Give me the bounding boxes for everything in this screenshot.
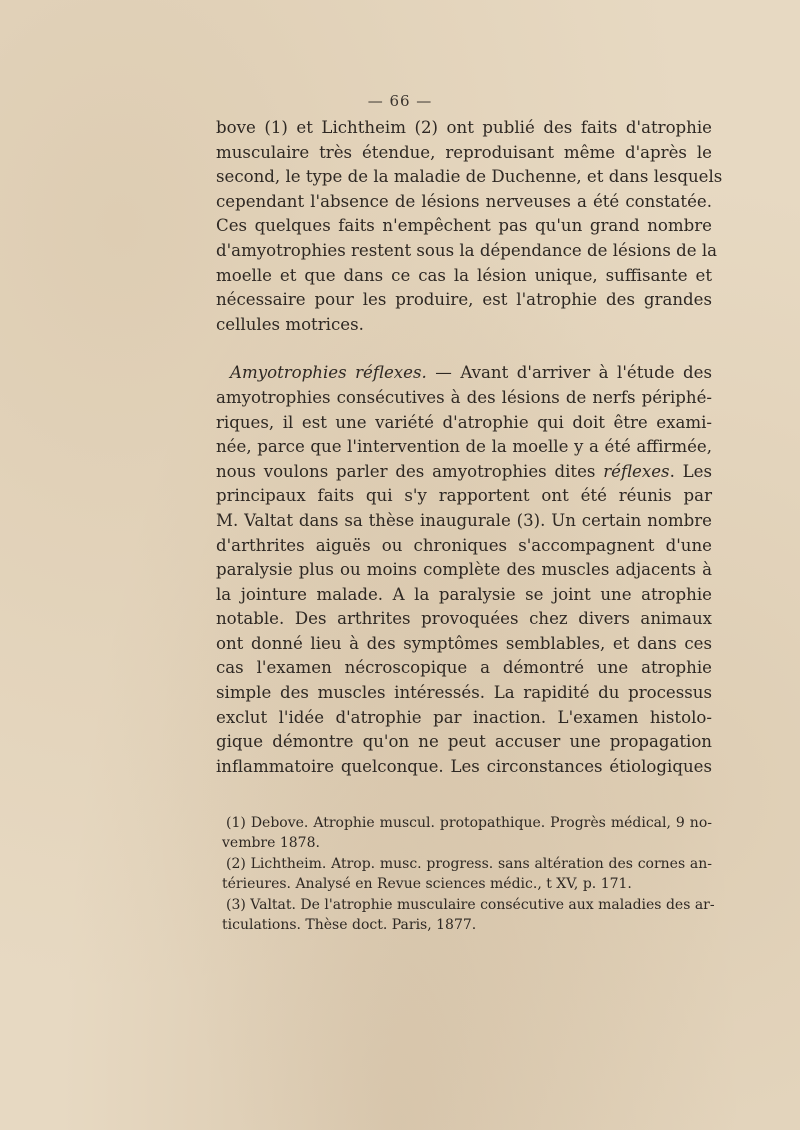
- footnote-line: (3) Valtat. De l'atrophie musculaire consécutive aux maladies des ar-: [226, 897, 715, 913]
- text-fragment: nous voulons parler des amyotrophies dites: [216, 461, 604, 481]
- text-line: [216, 361, 712, 386]
- text-line: exclut l'idée d'atrophie par inaction. L'examen histolo-: [216, 707, 712, 727]
- text-line: inflammatoire quelconque. Les circonstances étiologiques: [216, 756, 712, 776]
- text-line: [216, 460, 712, 485]
- heading-continuation: — Avant d'arriver à l'étude des: [426, 363, 713, 383]
- footnote-3: [222, 896, 715, 935]
- section-heading: Amyotrophies réflexes.: [230, 363, 427, 383]
- paragraph-1: [216, 116, 723, 337]
- text-line: notable. Des arthrites provoquées chez divers animaux: [216, 609, 712, 629]
- footnote-line: (2) Lichtheim. Atrop. musc. progress. sans altération des cornes an-: [226, 856, 712, 872]
- text-line: second, le type de la maladie de Duchenne, et dans lesquels: [216, 167, 723, 187]
- text-line: nécessaire pour les produire, est l'atrophie des grandes: [216, 290, 712, 310]
- text-line: cependant l'absence de lésions nerveuses a été constatée.: [216, 191, 712, 211]
- page-number: — 66 —: [367, 92, 433, 110]
- text-line: simple des muscles intéressés. La rapidité du processus: [216, 683, 712, 703]
- text-line: née, parce que l'intervention de la moelle y a été affirmée,: [216, 437, 712, 457]
- text-line: cellules motrices.: [216, 314, 364, 334]
- footnote-line: térieures. Analysé en Revue sciences médic., t XV, p. 171.: [222, 875, 632, 892]
- text-line: la jointure malade. A la paralysie se joint une atrophie: [216, 584, 712, 604]
- italic-term: réflexes: [603, 461, 670, 481]
- footnote-line: ticulations. Thèse doct. Paris, 1877.: [222, 916, 477, 933]
- text-line: paralysie plus ou moins complète des muscles adjacents à: [216, 560, 712, 580]
- text-line: moelle et que dans ce cas la lésion unique, suffisante et: [216, 265, 712, 285]
- text-line: cas l'examen nécroscopique a démontré une atrophie: [216, 658, 712, 678]
- text-line: d'amyotrophies restent sous la dépendance de lésions de la: [216, 240, 718, 260]
- text-line: gique démontre qu'on ne peut accuser une propagation: [216, 732, 712, 752]
- footnote-line: vembre 1878.: [222, 834, 320, 851]
- text-fragment: . Les: [669, 461, 713, 481]
- footnotes: [222, 814, 715, 937]
- footnote-1: [222, 814, 712, 853]
- text-line: riques, il est une variété d'atrophie qui doit être exami-: [216, 412, 712, 432]
- text-line: M. Valtat dans sa thèse inaugurale (3). Un certain nombre: [216, 510, 712, 530]
- text-line: Ces quelques faits n'empêchent pas qu'un grand nombre: [216, 216, 712, 236]
- paragraph-2: [216, 361, 712, 779]
- text-line: d'arthrites aiguës ou chroniques s'accompagnent d'une: [216, 535, 712, 555]
- text-line: musculaire très étendue, reproduisant même d'après le: [216, 142, 712, 162]
- text-line: principaux faits qui s'y rapportent ont été réunis par: [216, 486, 712, 506]
- text-line: amyotrophies consécutives à des lésions de nerfs périphé-: [216, 387, 712, 407]
- footnote-line: (1) Debove. Atrophie muscul. protopathique. Progrès médical, 9 no-: [226, 815, 712, 831]
- text-line: ont donné lieu à des symptômes semblables, et dans ces: [216, 633, 712, 653]
- text-line: bove (1) et Lichtheim (2) ont publié des faits d'atrophie: [216, 118, 712, 137]
- footnote-2: [222, 855, 712, 894]
- body-text: [216, 116, 723, 779]
